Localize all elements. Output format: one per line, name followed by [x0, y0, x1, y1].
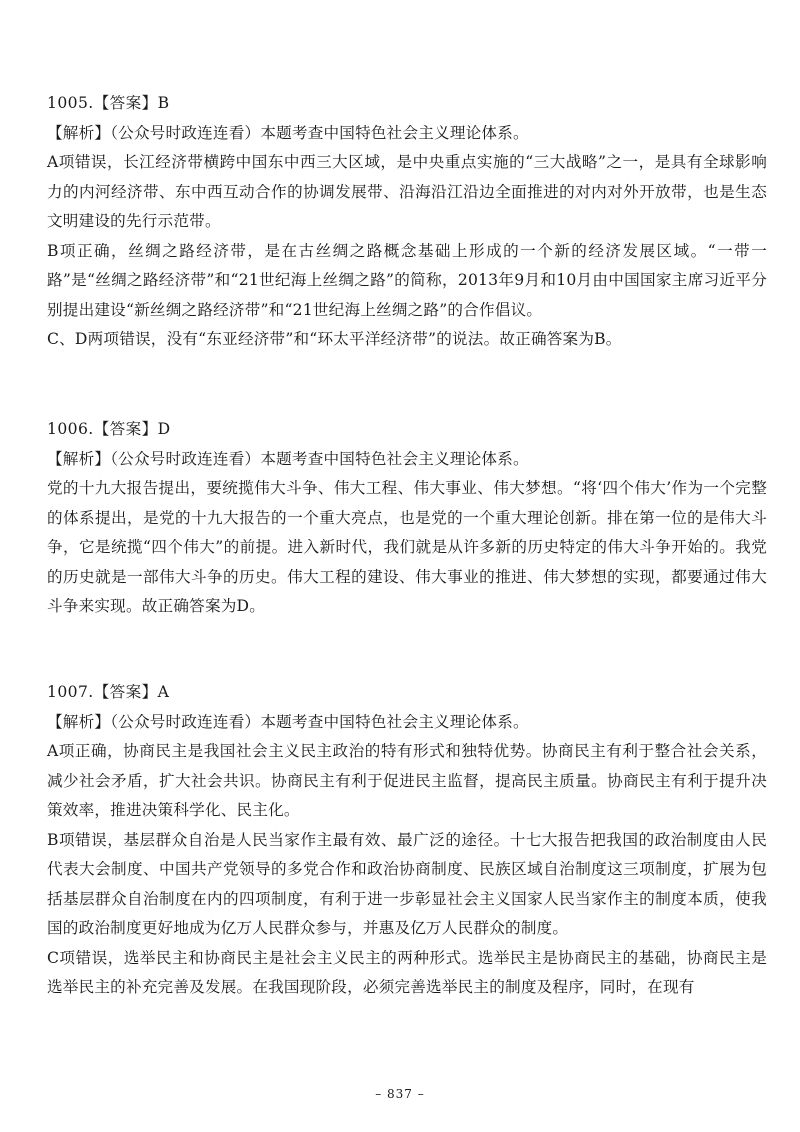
explanation-paragraph: B项正确，丝绸之路经济带，是在古丝绸之路概念基础上形成的一个新的经济发展区域。“一带一路”是“丝绸之路经济带”和“21世纪海上丝绸之路”的简称，2013年9月和10月由中国国家主席习近平分别提出建设“新丝绸之路经济带”和“21世纪海上丝绸之路”的合作倡议。 — [47, 241, 767, 319]
page-number: – 837 – — [375, 1087, 425, 1101]
answer-heading: 1007.【答案】A — [47, 683, 170, 701]
explanation-paragraph: B项错误，基层群众自治是人民当家作主最有效、最广泛的途径。十七大报告把我国的政治制度由人民代表大会制度、中国共产党领导的多党合作和政治协商制度、民族区域自治制度这三项制度，扩展为包括基层群众自治制度在内的四项制度，有利于进一步彰显社会主义国家人民当家作主的制度本质，使我国的政治制度更好地成为亿万人民群众参与，并惠及亿万人民群众的制度。 — [47, 830, 767, 937]
question-1006 — [47, 415, 767, 622]
answer-heading: 1006.【答案】D — [47, 420, 171, 438]
explanation-paragraph: 党的十九大报告提出，要统揽伟大斗争、伟大工程、伟大事业、伟大梦想。“将‘四个伟大’作为一个完整的体系提出，是党的十九大报告的一个重大亮点，也是党的一个重大理论创新。排在第一位的是伟大斗争，它是统揽“四个伟大”的前提。进入新时代，我们就是从许多新的历史特定的伟大斗争开始的。我党的历史就是一部伟大斗争的历史。伟大工程的建设、伟大事业的推进、伟大梦想的实现，都要通过伟大斗争来实现。故正确答案为D。 — [47, 479, 767, 615]
analysis-intro: 【解析】（公众号时政连连看）本题考查中国特色社会主义理论体系。 — [47, 712, 529, 731]
answer-heading: 1005.【答案】B — [47, 94, 170, 112]
explanation-paragraph: C、D两项错误，没有“东亚经济带”和“环太平洋经济带”的说法。故正确答案为B。 — [47, 330, 622, 348]
question-1005 — [47, 89, 767, 355]
question-1007 — [47, 678, 767, 1003]
analysis-intro: 【解析】（公众号时政连连看）本题考查中国特色社会主义理论体系。 — [47, 123, 529, 142]
explanation-paragraph: A项错误，长江经济带横跨中国东中西三大区域，是中央重点实施的“三大战略”之一，是具有全球影响力的内河经济带、东中西互动合作的协调发展带、沿海沿江沿边全面推进的对内对外开放带，也是生态文明建设的先行示范带。 — [47, 153, 767, 230]
analysis-intro: 【解析】（公众号时政连连看）本题考查中国特色社会主义理论体系。 — [47, 449, 529, 468]
explanation-paragraph: C项错误，选举民主和协商民主是社会主义民主的两种形式。选举民主是协商民主的基础，协商民主是选举民主的补充完善及发展。在我国现阶段，必须完善选举民主的制度及程序，同时，在现有 — [47, 948, 767, 996]
explanation-paragraph: A项正确，协商民主是我国社会主义民主政治的特有形式和独特优势。协商民主有利于整合社会关系，减少社会矛盾，扩大社会共识。协商民主有利于促进民主监督，提高民主质量。协商民主有利于提升决策效率，推进决策科学化、民主化。 — [47, 742, 767, 819]
